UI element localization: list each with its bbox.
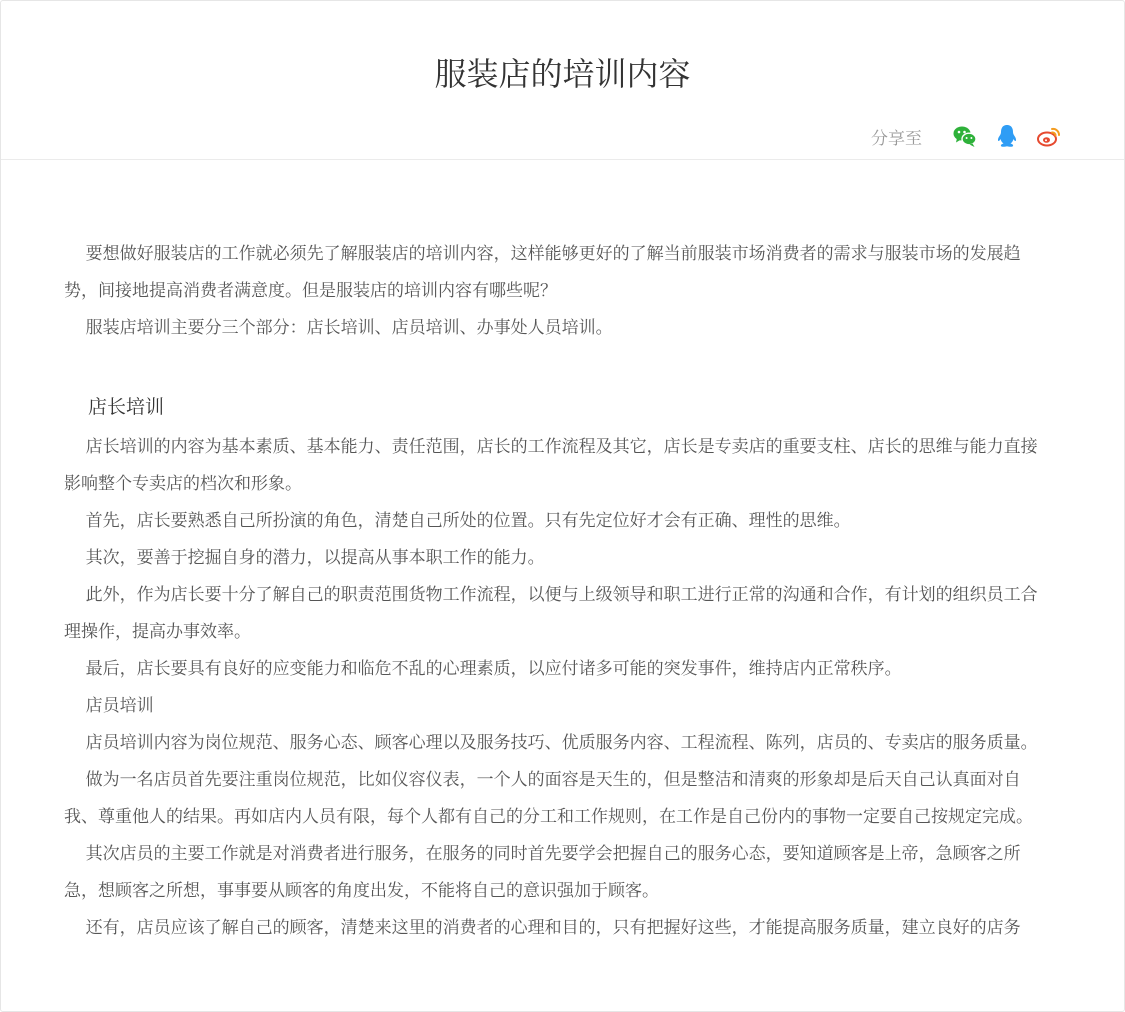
body-paragraph: 做为一名店员首先要注重岗位规范，比如仪容仪表，一个人的面容是天生的，但是整洁和清爽的形象却是后天自己认真面对自我、尊重他人的结果。再如店内人员有限，每个人都有自己的分工和工作规则，在工作是自己份内的事物一定要自己按规定完成。	[64, 770, 1033, 827]
qq-icon[interactable]	[994, 123, 1020, 149]
article-body	[64, 236, 1054, 947]
body-paragraph: 店员培训内容为岗位规范、服务心态、顾客心理以及服务技巧、优质服务内容、工程流程、陈列，店员的、专卖店的服务质量。	[85, 733, 1038, 753]
article-title: 服装店的培训内容	[434, 55, 691, 93]
body-paragraph: 首先，店长要熟悉自己所扮演的角色，清楚自己所处的位置。只有先定位好才会有正确、理性的思维。	[85, 511, 851, 531]
subsection-label: 店员培训	[85, 696, 154, 716]
paragraph-gap	[64, 347, 1054, 385]
wechat-icon[interactable]	[952, 123, 978, 149]
intro-paragraph: 要想做好服装店的工作就必须先了解服装店的培训内容，这样能够更好的了解当前服装市场消费者的需求与服装市场的发展趋势，间接地提高消费者满意度。但是服装店的培训内容有哪些呢？	[64, 244, 1021, 301]
body-paragraph: 店长培训的内容为基本素质、基本能力、责任范围，店长的工作流程及其它，店长是专卖店的重要支柱、店长的思维与能力直接影响整个专卖店的档次和形象。	[64, 437, 1038, 494]
body-paragraph: 此外，作为店长要十分了解自己的职责范围货物工作流程，以便与上级领导和职工进行正常的沟通和合作，有计划的组织员工合理操作，提高办事效率。	[64, 585, 1038, 642]
share-label: 分享至	[871, 128, 922, 149]
body-paragraph: 还有，店员应该了解自己的顾客，清楚来这里的消费者的心理和目的，只有把握好这些，才能提高服务质量，建立良好的店务	[85, 918, 1021, 938]
intro-paragraph: 服装店培训主要分三个部分：店长培训、店员培训、办事处人员培训。	[85, 318, 613, 338]
article-header	[1, 1, 1124, 160]
weibo-icon[interactable]	[1036, 123, 1062, 149]
body-paragraph: 最后，店长要具有良好的应变能力和临危不乱的心理素质，以应付诸多可能的突发事件，维持店内正常秩序。	[85, 659, 902, 679]
body-paragraph: 其次，要善于挖掘自身的潜力，以提高从事本职工作的能力。	[85, 548, 545, 568]
body-paragraph: 其次店员的主要工作就是对消费者进行服务，在服务的同时首先要学会把握自己的服务心态，要知道顾客是上帝，急顾客之所急，想顾客之所想，事事要从顾客的角度出发，不能将自己的意识强加于顾客。	[64, 844, 1021, 901]
section-heading: 店长培训	[88, 396, 165, 418]
share-bar	[871, 121, 1062, 151]
